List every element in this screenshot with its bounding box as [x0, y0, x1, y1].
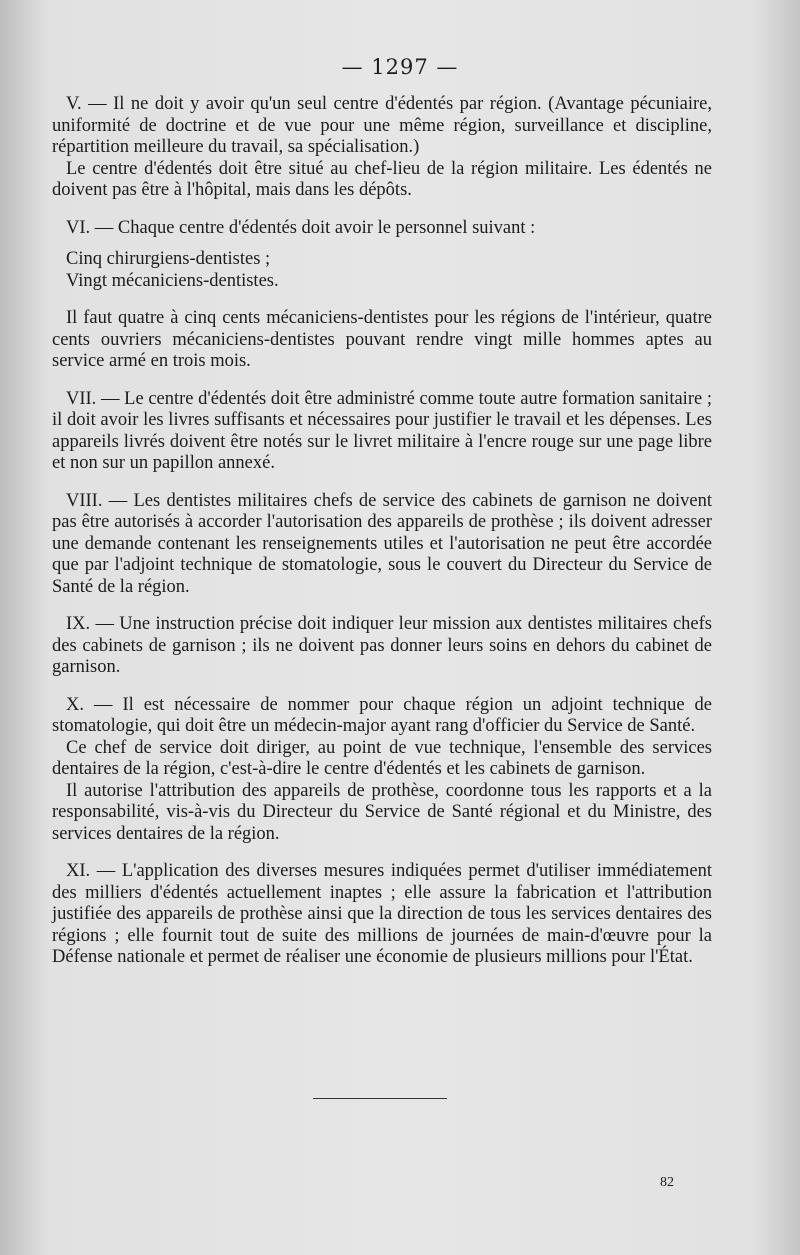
paragraph-x-chief: Ce chef de service doit diriger, au point de vue technique, l'ensemble des services dentaires de la région, c'est-à-dire le centre d'édentés et les cabinets de garnison.: [52, 737, 712, 779]
signature-mark: 82: [660, 1175, 674, 1190]
paragraph-vi: VI. — Chaque centre d'édentés doit avoir le personnel suivant :: [66, 217, 536, 238]
paragraph-v: V. — Il ne doit y avoir qu'un seul centre d'édentés par région. (Avantage pécuniaire, uniformité de doctrine et de vue pour une même région, surveillance et discipline, répartition meilleure du travail, sa spécialisation.): [52, 94, 712, 157]
body-text: [52, 94, 712, 969]
paragraph-vi-mechanics: Il faut quatre à cinq cents mécaniciens-dentistes pour les régions de l'intérieur, quatre cents ouvriers mécaniciens-dentistes pouvant rendre vingt mille hommes aptes au service armé en trois mois.: [52, 308, 712, 371]
paragraph-vii: VII. — Le centre d'édentés doit être administré comme toute autre formation sanitaire ; il doit avoir les livres suffisants et nécessaires pour justifier le travail et les dépenses. Les appareils livrés doivent être notés sur le livret militaire à l'encre rouge sur une page libre et non sur un papillon annexé.: [52, 388, 712, 473]
paragraph-ix: IX. — Une instruction précise doit indiquer leur mission aux dentistes militaires chefs des cabinets de garnison ; ils ne doivent pas donner leurs soins en dehors du cabinet de garnison.: [52, 614, 712, 677]
paragraph-viii: VIII. — Les dentistes militaires chefs de service des cabinets de garnison ne doivent pas être autorisés à accorder l'autorisation des appareils de prothèse ; ils doivent adresser une demande contenant les renseignements utiles et l'autorisation ne peut être accordée que par l'adjoint technique de stomatologie, sous le couvert du Directeur du Service de Santé de la région.: [52, 490, 712, 597]
paragraph-x-authorise: Il autorise l'attribution des appareils de prothèse, coordonne tous les rapports et a la responsabilité, vis-à-vis du Directeur du Service de Santé régional et du Ministre, des services dentaires de la région.: [52, 780, 712, 844]
paragraph-v-location: Le centre d'édentés doit être situé au chef-lieu de la région militaire. Les édentés ne doivent pas être à l'hôpital, mais dans les dépôts.: [52, 158, 712, 200]
separator-rule: [313, 1098, 447, 1099]
page-number: — 1297 —: [341, 55, 459, 79]
list-item-surgeons: Cinq chirurgiens-dentistes ;: [66, 249, 271, 269]
paragraph-xi: XI. — L'application des diverses mesures indiquées permet d'utiliser immédiatement des milliers d'édentés actuellement inaptes ; elle assure la fabrication et l'attribution justifiée des appareils de prothèse ainsi que la direction de tous les services dentaires des régions ; elle fournit tout de suite des millions de journées de main-d'œuvre pour la Défense nationale et permet de réaliser une économie de plusieurs millions pour l'État.: [52, 861, 712, 967]
paragraph-x: X. — Il est nécessaire de nommer pour chaque région un adjoint technique de stomatologie, qui doit être un médecin-major ayant rang d'officier du Service de Santé.: [52, 694, 712, 736]
list-item-mechanics: Vingt mécaniciens-dentistes.: [66, 270, 279, 291]
